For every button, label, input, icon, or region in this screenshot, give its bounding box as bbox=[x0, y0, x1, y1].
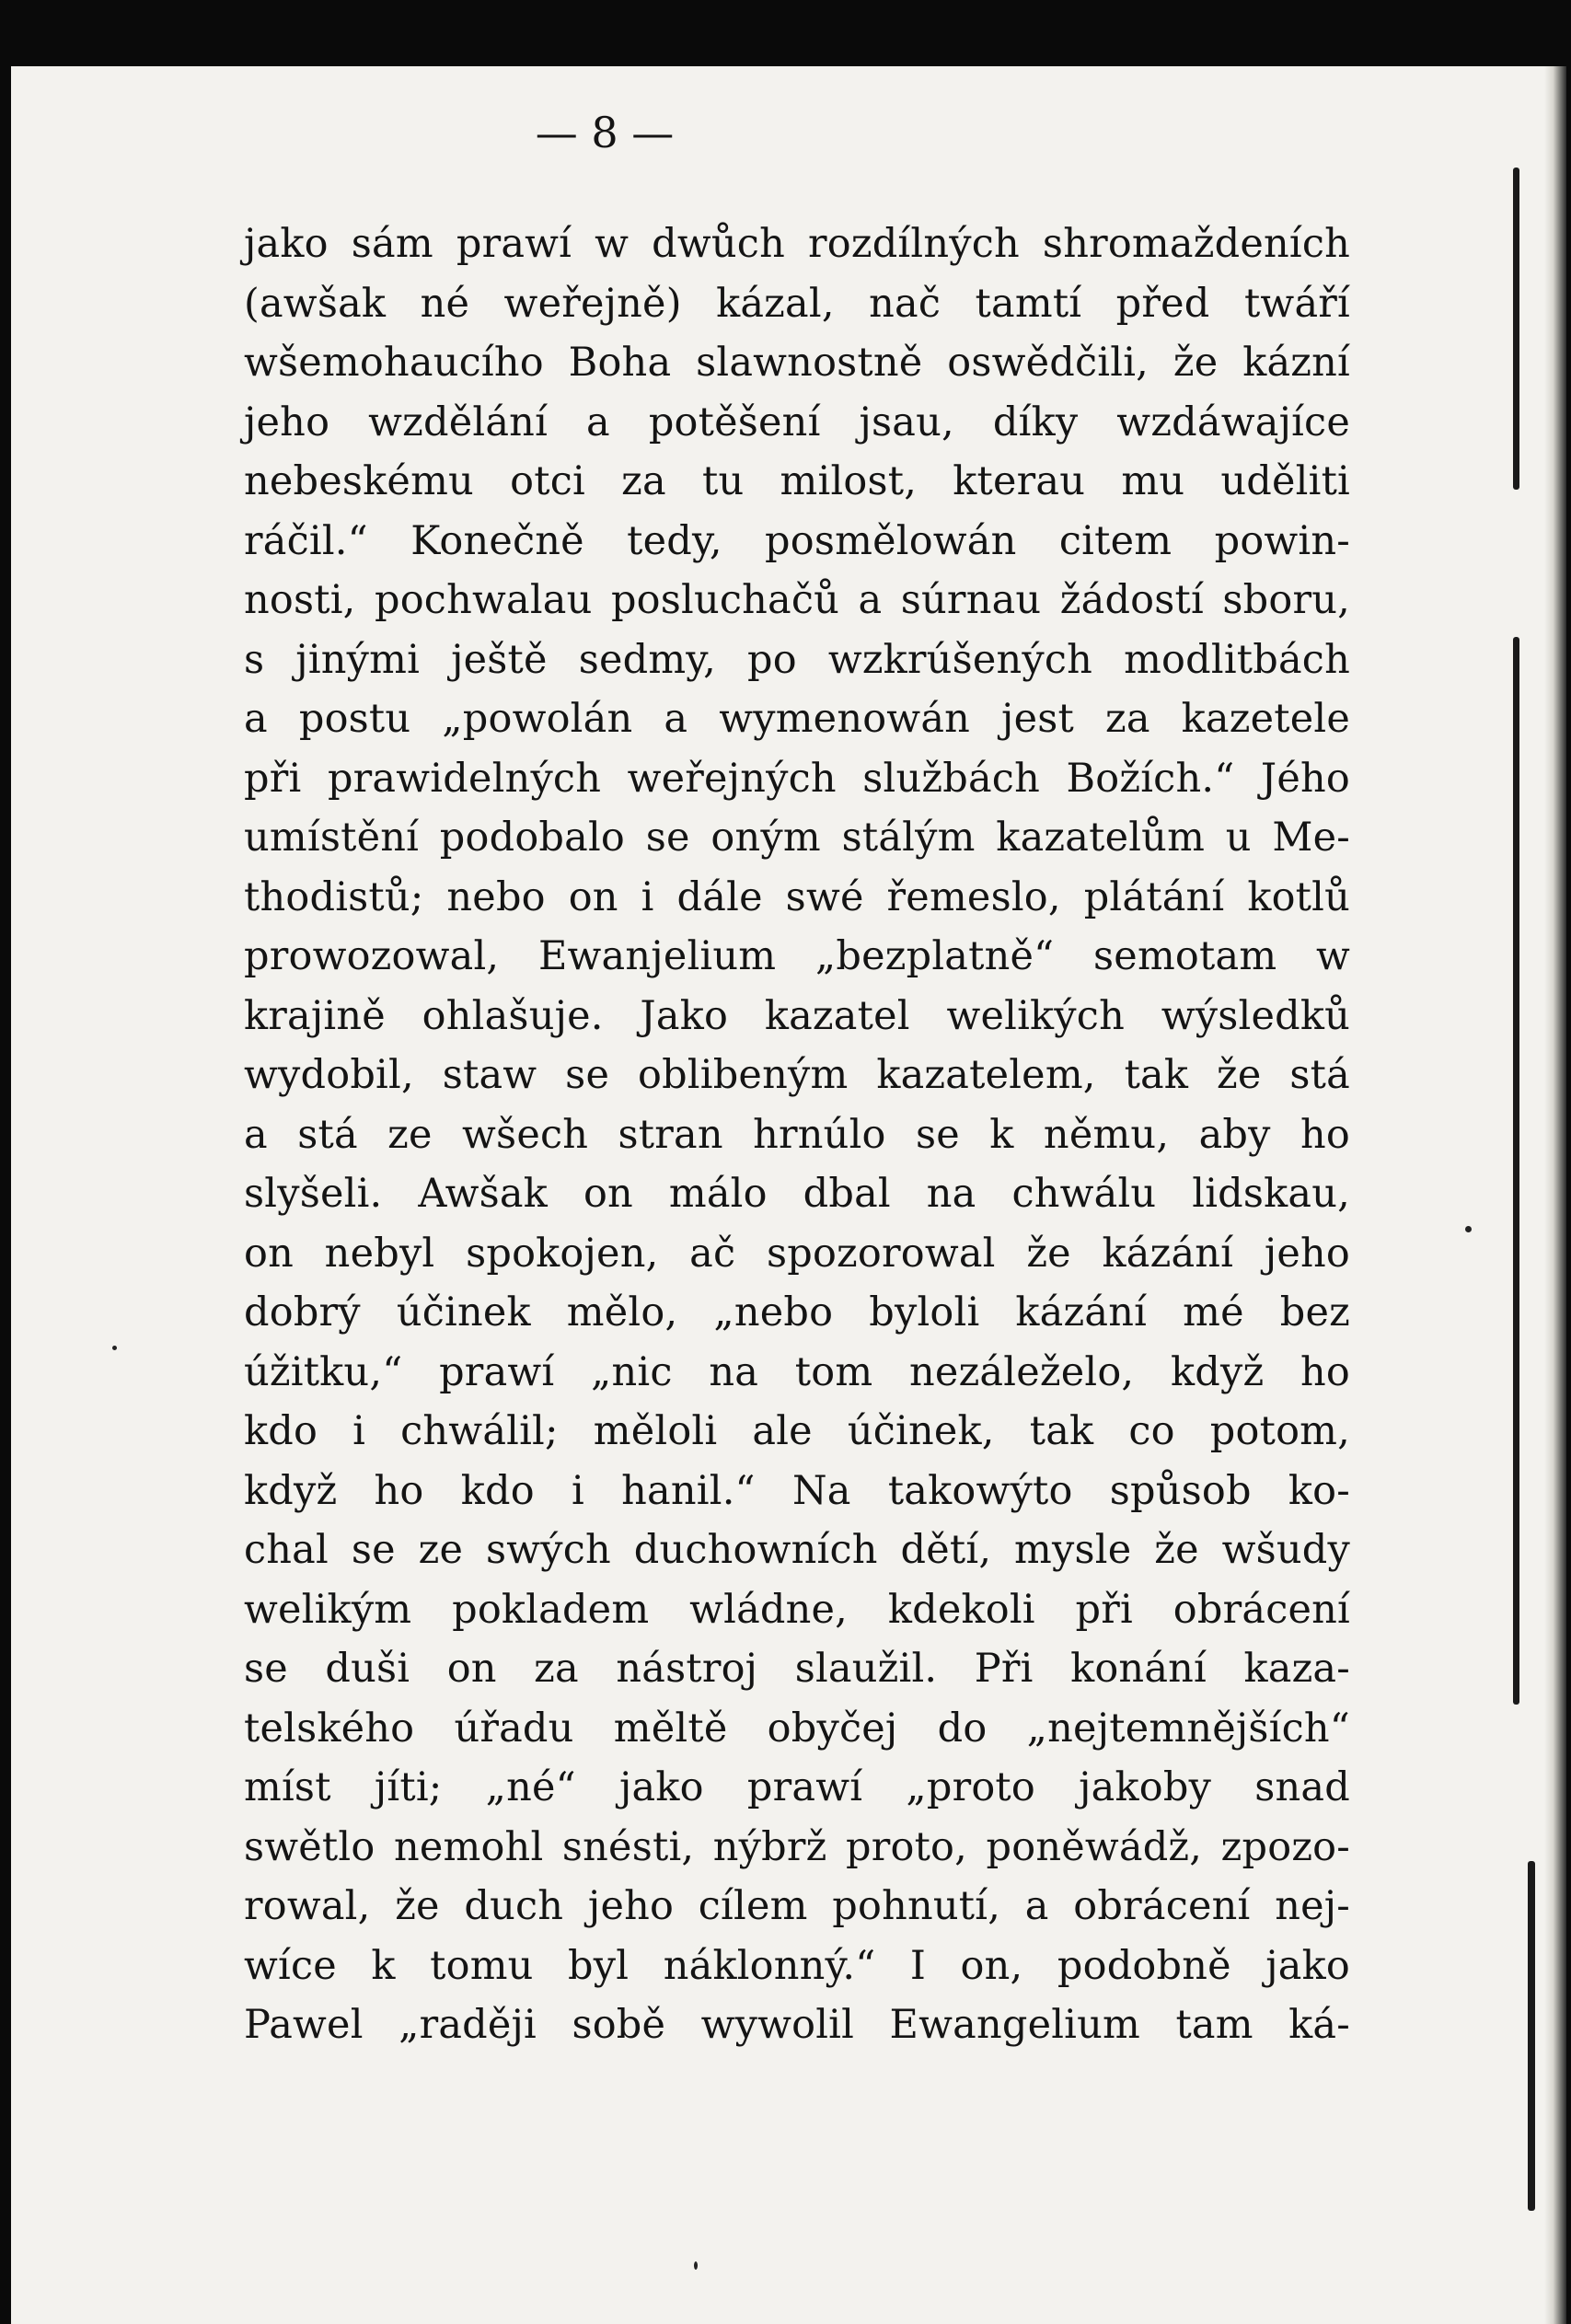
text-line: a stá ze wšech stran hrnúlo se k němu, aby ho bbox=[244, 1111, 1350, 1158]
binding-edge-mark bbox=[1513, 168, 1519, 490]
text-line: on nebyl spokojen, ač spozorowal že kázání jeho bbox=[244, 1230, 1350, 1277]
text-line: míst jíti; „né“ jako prawí „proto jakoby snad bbox=[244, 1764, 1350, 1810]
page-number: — 8 — bbox=[535, 108, 675, 157]
text-line: když ho kdo i hanil.“ Na takowýto spůsob ko- bbox=[244, 1467, 1350, 1514]
text-line: umístění podobalo se oným stálým kazatelům u Me- bbox=[244, 815, 1350, 861]
text-line: úžitku,“ prawí „nic na tom nezáleželo, když ho bbox=[244, 1348, 1350, 1395]
text-line: wšemohaucího Boha slawnostně oswědčili, že kázní bbox=[244, 340, 1350, 386]
ink-speck bbox=[112, 1346, 117, 1350]
ink-speck bbox=[694, 2261, 698, 2270]
text-line: při prawidelných weřejných službách Božích.“ Jého bbox=[244, 755, 1350, 802]
text-line: wydobil, staw se oblibeným kazatelem, tak že stá bbox=[244, 1052, 1350, 1098]
text-line: rowal, že duch jeho cílem pohnutí, a obrácení nej- bbox=[244, 1883, 1350, 1929]
text-line: ráčil.“ Konečně tedy, posmělowán citem powin- bbox=[244, 517, 1350, 564]
text-line: krajině ohlašuje. Jako kazatel welikých wýsledků bbox=[244, 992, 1350, 1039]
text-line: nosti, pochwalau posluchačů a súrnau žádostí sboru, bbox=[244, 577, 1350, 623]
binding-edge-mark bbox=[1513, 637, 1519, 1705]
binding-edge-mark bbox=[1528, 1861, 1535, 2211]
text-line: dobrý účinek mělo, „nebo byloli kázání mé bez bbox=[244, 1289, 1350, 1335]
text-line: welikým pokladem wládne, kdekoli při obrácení bbox=[244, 1586, 1350, 1633]
text-line: telského úřadu měltě obyčej do „nejtemnějších“ bbox=[244, 1705, 1350, 1752]
text-line: swětlo nemohl snésti, nýbrž proto, poněwádž, zpozo- bbox=[244, 1823, 1350, 1870]
text-line: (awšak né weřejně) kázal, nač tamtí před twáří bbox=[244, 280, 1350, 327]
book-page bbox=[11, 66, 1566, 2324]
text-line: jeho wzdělání a potěšení jsau, díky wzdáwajíce bbox=[244, 399, 1350, 445]
text-line: s jinými ještě sedmy, po wzkrúšených modlitbách bbox=[244, 636, 1350, 683]
text-line: chal se ze swých duchowních dětí, mysle že wšudy bbox=[244, 1527, 1350, 1573]
text-line: jako sám prawí w dwůch rozdílných shromaždeních bbox=[244, 221, 1350, 267]
text-line: nebeskému otci za tu milost, kterau mu uděliti bbox=[244, 458, 1350, 504]
text-line: slyšeli. Awšak on málo dbal na chwálu lidskau, bbox=[244, 1171, 1350, 1217]
page-gutter-shadow bbox=[1544, 66, 1566, 2324]
text-line: kdo i chwálil; měloli ale účinek, tak co potom, bbox=[244, 1408, 1350, 1454]
text-line: se duši on za nástroj slaužil. Při konání kaza- bbox=[244, 1646, 1350, 1692]
body-text bbox=[244, 214, 1350, 2055]
ink-speck bbox=[1465, 1226, 1472, 1232]
text-line: thodistů; nebo on i dále swé řemeslo, plátání kotlů bbox=[244, 873, 1350, 920]
text-line: wíce k tomu byl náklonný.“ I on, podobně jako bbox=[244, 1942, 1350, 1989]
text-line: a postu „powolán a wymenowán jest za kazetele bbox=[244, 696, 1350, 742]
text-line: prowozowal, Ewanjelium „bezplatně“ semotam w bbox=[244, 933, 1350, 979]
text-line: Pawel „raději sobě wywolil Ewangelium tam ká- bbox=[244, 2002, 1350, 2048]
